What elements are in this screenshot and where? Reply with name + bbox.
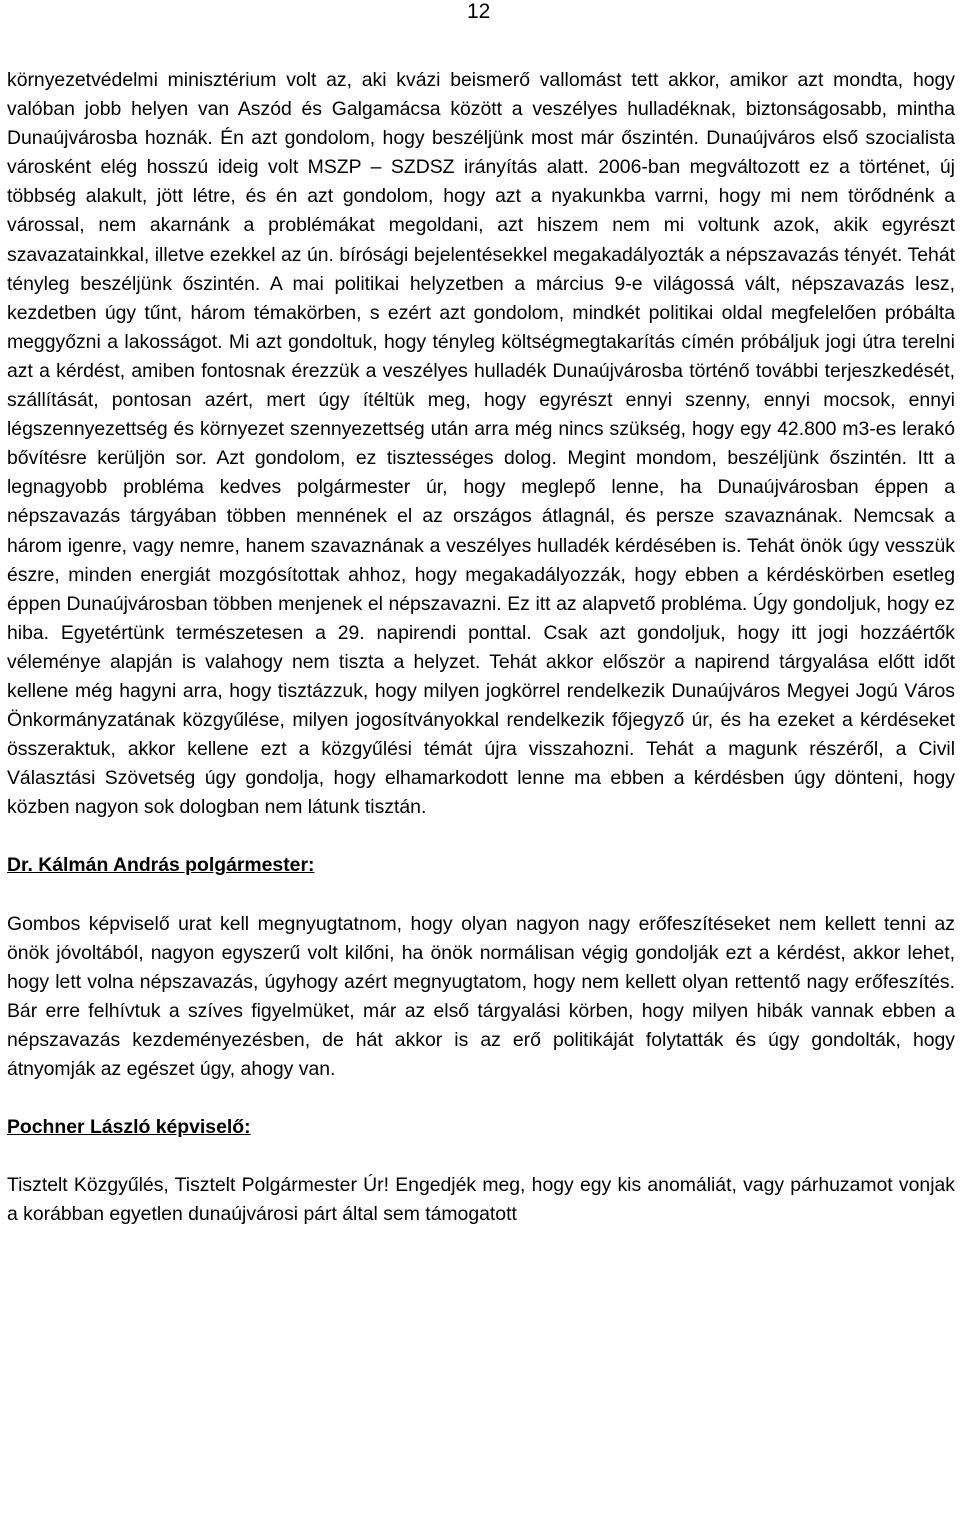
document-body (7, 66, 955, 1229)
page-number: 12 (467, 0, 491, 23)
paragraph-speech-continuation: környezetvédelmi minisztérium volt az, aki kvázi beismerő vallomást tett akkor, amikor azt mondta, hogy valóban jobb helyen van Aszód és Galgamácsa között a veszélyes hulladéknak, biztonságosabb, mintha Dunaújvárosba hoznák. Én azt gondolom, hogy beszéljünk most már őszintén. Dunaújváros első szocialista városként elég hosszú ideig volt MSZP – SZDSZ irányítás alatt. 2006-ban megváltozott ez a történet, új többség alakult, jött létre, és én azt gondolom, hogy azt a nyakunkba varrni, hogy mi nem törődnénk a várossal, nem akarnánk a problémákat megoldani, azt hiszem nem mi voltunk azok, akik egyrészt szavazatainkkal, illetve ezekkel az ún. bírósági bejelentésekkel megakadályozták a népszavazás tényét. Tehát tényleg beszéljünk őszintén. A mai politikai helyzetben a március 9-e világossá vált, népszavazás lesz, kezdetben úgy tűnt, három témakörben, s ezért azt gondolom, mindkét politikai oldal megfelelően próbálta meggyőzni a lakosságot. Mi azt gondoltuk, hogy tényleg költségmegtakarítás címén próbáljuk jogi útra terelni azt a kérdést, amiben fontosnak érezzük a veszélyes hulladék Dunaújvárosba történő további terjeszkedését, szállítását, pontosan azért, mert úgy ítéltük meg, hogy egyrészt ennyi szenny, ennyi mocsok, ennyi légszennyezettség és környezet szennyezettség után arra még nincs szükség, hogy egy 42.800 m3-es lerakó bővítésre kerüljön sor. Azt gondolom, ez tisztességes dolog. Megint mondom, beszéljünk őszintén. Itt a legnagyobb probléma kedves polgármester úr, hogy meglepő lenne, ha Dunaújvárosban éppen a népszavazás tárgyában többen mennének el az országos átlagnál, és persze szavaznának. Nemcsak a három igenre, vagy nemre, hanem szavaznának a veszélyes hulladék kérdésében is. Tehát önök úgy vesszük észre, minden energiát mozgósítottak ahhoz, hogy megakadályozzák, hogy ebben a kérdéskörben esetleg éppen Dunaújvárosban többen menjenek el népszavazni. Ez itt az alapvető probléma. Úgy gondoljuk, hogy ez hiba. Egyetértünk természetesen a 29. napirendi ponttal. Csak azt gondoljuk, hogy itt jogi hozzáértők véleménye alapján is valahogy nem tiszta a helyzet. Tehát akkor először a napirend tárgyalása előtt időt kellene még hagyni arra, hogy tisztázzuk, hogy milyen jogkörrel rendelkezik Dunaújváros Megyei Jogú Város Önkormányzatának közgyűlése, milyen jogosítványokkal rendelkezik főjegyző úr, és ha ezeket a kérdéseket összeraktuk, akkor kellene ezt a közgyűlési témát újra visszahozni. Tehát a magunk részéről, a Civil Választási Szövetség úgy gondolja, hogy elhamarkodott lenne ma ebben a kérdésben úgy dönteni, hogy közben nagyon sok dologban nem látunk tisztán. (7, 69, 955, 819)
paragraph-spacer (7, 1142, 955, 1171)
paragraph-representative-speech: Tisztelt Közgyűlés, Tisztelt Polgármester Úr! Engedjék meg, hogy egy kis anomáliát, vagy párhuzamot vonjak a korábban egyetlen dunaújvárosi párt által sem támogatott (7, 1174, 955, 1226)
paragraph-spacer (7, 881, 955, 910)
speaker-heading-mayor: Dr. Kálmán András polgármester: (7, 854, 315, 877)
paragraph-spacer (7, 1084, 955, 1113)
paragraph-spacer (7, 822, 955, 851)
speaker-heading-representative: Pochner László képviselő: (7, 1116, 251, 1139)
paragraph-mayor-response: Gombos képviselő urat kell megnyugtatnom, hogy olyan nagyon nagy erőfeszítéseket nem kellett tenni az önök jóvoltából, nagyon egyszerű volt kilőni, ha önök normálisan végig gondolják ezt a kérdést, akkor lehet, hogy lett volna népszavazás, úgyhogy azért megnyugtatom, hogy nem kellett olyan rettentő nagy erőfeszítés. Bár erre felhívtuk a szíves figyelmüket, már az első tárgyalási körben, hogy milyen hibák vannak ebben a népszavazás kezdeményezésben, de hát akkor is az erő politikáját folytatták és úgy gondolták, hogy átnyomják az egészet úgy, ahogy van. (7, 912, 955, 1080)
